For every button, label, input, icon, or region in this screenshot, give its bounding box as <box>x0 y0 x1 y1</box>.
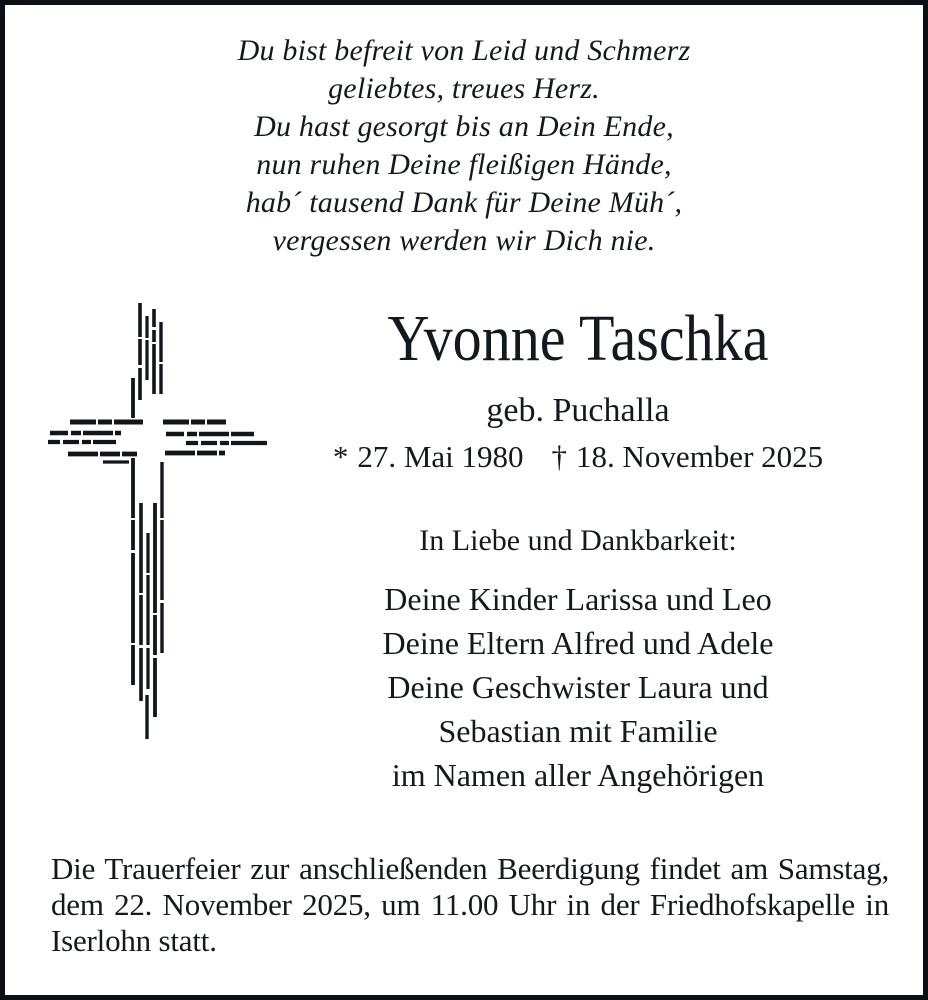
mourners-line: Sebastian mit Familie <box>438 713 718 749</box>
mourners-line: Deine Kinder Larissa und Leo <box>384 581 772 617</box>
dagger-icon: † <box>551 439 568 474</box>
poem-line: geliebtes, treues Herz. <box>328 72 600 105</box>
poem-line: hab´ tausend Dank für Deine Müh´, <box>245 186 683 219</box>
poem-line: nun ruhen Deine fleißigen Hände, <box>256 148 672 181</box>
poem-line: vergessen werden wir Dich nie. <box>272 224 656 257</box>
born-symbol: * <box>332 439 349 474</box>
deceased-name: Yvonne Taschka <box>387 302 769 375</box>
life-dates <box>285 440 871 474</box>
maiden-name: geb. Puchalla <box>486 392 670 429</box>
death-date-text: 18. November 2025 <box>576 439 824 474</box>
birth-date <box>333 440 524 474</box>
mourners-line: im Namen aller Angehörigen <box>391 757 765 793</box>
mourners-line: Deine Eltern Alfred und Adele <box>382 625 774 661</box>
salutation: In Liebe und Dankbarkeit: <box>419 524 737 557</box>
mourners-line: Deine Geschwister Laura und <box>387 669 769 705</box>
birth-date-text: 27. Mai 1980 <box>357 439 524 474</box>
poem-line: Du hast gesorgt bis an Dein Ende, <box>254 110 674 143</box>
mourners-list <box>285 577 871 797</box>
death-date <box>552 440 824 474</box>
deceased-details <box>285 302 871 797</box>
sketched-cross-icon <box>43 295 271 747</box>
memorial-poem <box>5 32 923 260</box>
funeral-announcement: Die Trauerfeier zur anschließenden Beerdigung findet am Samstag, dem 22. November 2025, um 11.00 Uhr in der Friedhofskapelle in Iserlohn statt. <box>51 851 889 958</box>
poem-line: Du bist befreit von Leid und Schmerz <box>237 34 691 67</box>
